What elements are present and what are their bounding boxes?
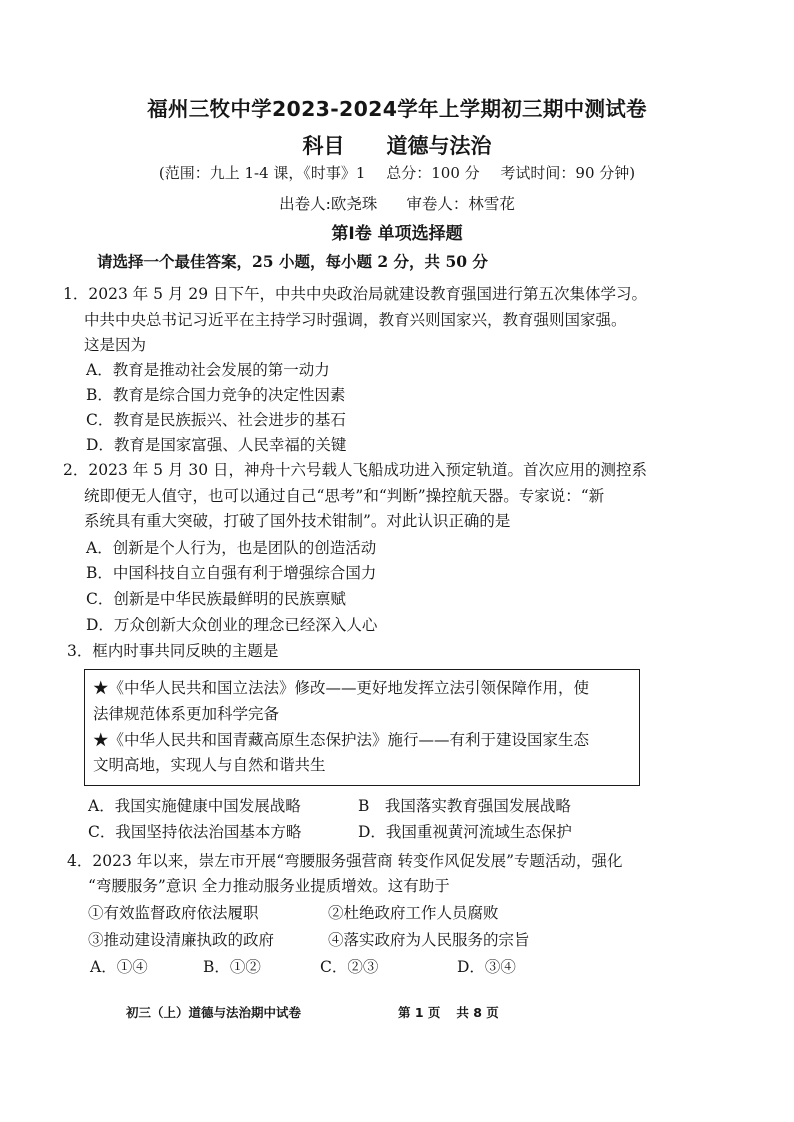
q4-item-3: ③推动建设清廉执政的政府 <box>88 931 275 949</box>
subject-name: 道德与法治 <box>386 134 492 158</box>
q4-option-a: A．①④ <box>90 958 148 976</box>
exam-time: 考试时间：90 分钟) <box>500 164 636 182</box>
q4-option-b: B．①② <box>203 958 261 976</box>
q1-stem-line: 中共中央总书记习近平在主持学习时强调，教育兴则国家兴，教育强则国家强。 <box>84 311 627 329</box>
footer-pagination <box>398 1003 515 1021</box>
footer-course: 初三（上）道德与法治期中试卷 <box>126 1005 302 1020</box>
setter: 出卷人:欧尧珠 <box>279 195 378 213</box>
q4-option-d: D．③④ <box>457 958 516 976</box>
subject-line <box>0 130 794 160</box>
q3-box-line: 文明高地，实现人与自然和谐共生 <box>93 756 326 774</box>
q4-item-1: ①有效监督政府依法履职 <box>88 904 259 922</box>
page-total: 共 8 页 <box>456 1005 499 1020</box>
q2-option-a: A．创新是个人行为，也是团队的创造活动 <box>86 539 377 557</box>
exam-scope: (范围：九上 1-4 课，《时事》1 <box>158 164 366 182</box>
q1-option-a: A．教育是推动社会发展的第一动力 <box>86 361 330 379</box>
q3-box-line: ★《中华人民共和国青藏高原生态保护法》施行——有利于建设国家生态 <box>93 731 590 749</box>
q2-option-d: D．万众创新大众创业的理念已经深入人心 <box>86 616 378 634</box>
q2-stem-line: 统即便无人值守，也可以通过自己“思考”和“判断”操控航天器。专家说：“新 <box>84 487 605 505</box>
q4-item-2: ②杜绝政府工作人员腐败 <box>328 904 499 922</box>
q4-item-4: ④落实政府为人民服务的宗旨 <box>328 931 530 949</box>
exam-meta <box>0 162 794 183</box>
q4-stem-line: “弯腰服务”意识 全力推动服务业提质增效。这有助于 <box>88 877 450 895</box>
reviewer: 审卷人：林雪花 <box>406 195 515 213</box>
q2-stem-line: 系统具有重大突破，打破了国外技术钳制”。对此认识正确的是 <box>84 512 511 530</box>
q1-option-d: D．教育是国家富强、人民幸福的关键 <box>86 436 347 454</box>
q1-stem-line: 这是因为 <box>84 336 147 354</box>
q3-option-a: A．我国实施健康中国发展战略 <box>88 797 301 815</box>
q3-box-line: 法律规范体系更加科学完备 <box>93 705 280 723</box>
q1-option-c: C．教育是民族振兴、社会进步的基石 <box>86 411 346 429</box>
q2-option-c: C．创新是中华民族最鲜明的民族禀赋 <box>86 590 346 608</box>
exam-setters <box>0 192 794 214</box>
subject-label: 科目 <box>302 134 345 158</box>
exam-title: 福州三牧中学2023-2024学年上学期初三期中测试卷 <box>147 97 647 121</box>
q4-stem-line: 4．2023 年以来，崇左市开展“弯腰服务强营商 转变作风促发展”专题活动，强化 <box>67 852 623 870</box>
q2-option-b: B．中国科技自立自强有利于增强综合国力 <box>86 564 377 582</box>
q3-option-c: C．我国坚持依法治国基本方略 <box>88 823 302 841</box>
section-heading: 第Ⅰ卷 单项选择题 <box>331 224 463 244</box>
q3-stem-line: 3．框内时事共同反映的主题是 <box>67 642 279 660</box>
q4-option-c: C．②③ <box>320 958 379 976</box>
q3-box-line: ★《中华人民共和国立法法》修改——更好地发挥立法引领保障作用，使 <box>93 679 590 697</box>
q3-option-b: B 我国落实教育强国发展战略 <box>358 797 571 815</box>
q2-stem-line: 2．2023 年 5 月 30 日，神舟十六号载人飞船成功进入预定轨道。首次应用的测控系 <box>63 461 648 479</box>
q1-stem-line: 1．2023 年 5 月 29 日下午，中共中央政治局就建设教育强国进行第五次集体学习。 <box>63 285 648 303</box>
page-number: 第 1 页 <box>398 1005 441 1020</box>
q3-option-d: D．我国重视黄河流域生态保护 <box>358 823 572 841</box>
section-instruction: 请选择一个最佳答案，25 小题，每小题 2 分，共 50 分 <box>97 252 488 271</box>
q1-option-b: B．教育是综合国力竞争的决定性因素 <box>86 386 346 404</box>
total-score: 总分：100 分 <box>386 164 480 182</box>
